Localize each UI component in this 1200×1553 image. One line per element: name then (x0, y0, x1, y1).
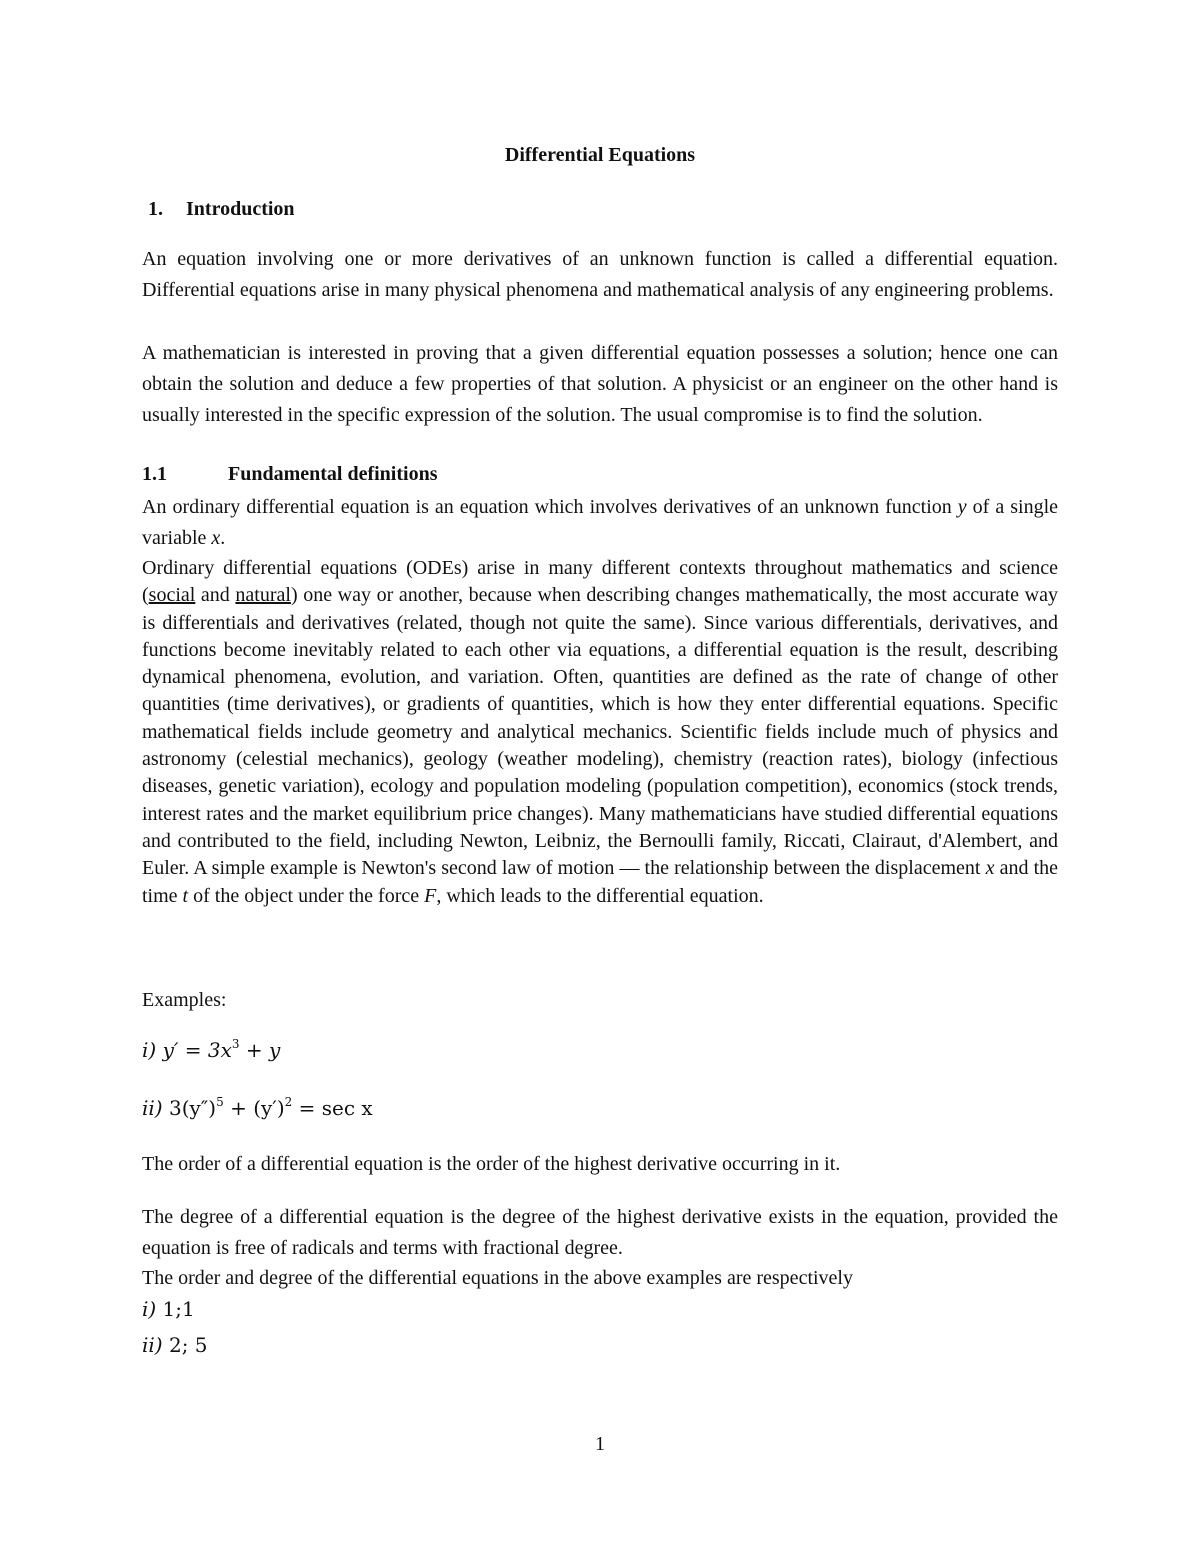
link-social[interactable]: social (148, 584, 196, 607)
ode-text: and (195, 584, 236, 607)
ode-text: , which leads to the differential equation. (436, 884, 764, 907)
summary-line: The order and degree of the differential equations in the above examples are respectively (142, 1267, 853, 1289)
document-title: Differential Equations (504, 144, 696, 166)
definition-paragraph (142, 492, 1058, 554)
variable-x: x (985, 857, 995, 880)
exponent: 2 (284, 1095, 293, 1109)
examples-label: Examples: (142, 989, 227, 1011)
link-natural[interactable]: natural (235, 584, 291, 607)
intro-paragraph-2: A mathematician is interested in proving that a given differential equation possesses a solution; hence one can obtain the solution and deduce a few properties of that solution. A physicist or an engineer on the other hand is usually interested in the specific expression of the solution. The usual compromise is to find the solution. (142, 342, 1058, 426)
answer-value: 1;1 (156, 1297, 195, 1321)
ode-text: Ordinary differential equations (ODEs) arise in many different contexts throughout mathematics and science ( (142, 557, 1058, 607)
equation-part: + (y′) (223, 1096, 285, 1120)
page-number: 1 (595, 1433, 605, 1455)
definition-text: of a single variable (142, 496, 1059, 549)
intro-paragraph-1: An equation involving one or more derivatives of an unknown function is called a differential equation. Differential equations arise in many physical phenomena and mathematical analysis of any engineering problems. (142, 248, 1058, 301)
exponent: 5 (216, 1095, 224, 1109)
answer-1 (142, 1296, 1058, 1323)
section-title: Fundamental definitions (228, 463, 438, 485)
equation-part: = sec x (292, 1096, 373, 1120)
example-equation-2 (142, 1095, 1058, 1122)
variable-y: y (957, 496, 967, 518)
definition-text: An ordinary differential equation is an equation which involves derivatives of an unknown function (142, 496, 958, 518)
section-heading-fundamental-definitions (142, 461, 1058, 487)
answer-value: 2; 5 (162, 1333, 208, 1357)
equation-part: 3(y″) (168, 1096, 217, 1120)
ode-text: ) one way or another, because when describing changes mathematically, the most accurate way is differentials and derivatives (related, though not quite the same). Since various differentials, derivatives, and functions become inevitably related to each other via equations, a differential equation is the result, describing dynamical phenomena, evolution, and variation. Often, quantities are defined as the rate of change of other quantities (time derivatives), or gradients of quantities, which is how they enter differential equations. Specific mathematical fields include geometry and analytical mechanics. Scientific fields include much of physics and astronomy (celestial mechanics), geology (weather modeling), chemistry (reaction rates), biology (infectious diseases, genetic variation), ecology and population modeling (population competition), economics (stock trends, interest rates and the market equilibrium price changes). Many mathematicians have studied differential equations and contributed to the field, including Newton, Leibniz, the Bernoulli family, Riccati, Clairaut, d'Alembert, and Euler. A simple example is Newton's second law of motion — the relationship between the displacement (142, 584, 1058, 880)
example-label: ii) (142, 1096, 163, 1120)
answer-2 (142, 1332, 1058, 1359)
answer-label: i) (142, 1297, 157, 1321)
variable-f: F (424, 884, 437, 907)
section-number: 1.1 (142, 463, 167, 485)
ode-text: and the time (142, 857, 1059, 907)
definition-text: . (220, 527, 226, 549)
section-heading-introduction (142, 196, 1058, 222)
degree-definition: The degree of a differential equation is the degree of the highest derivative exists in the equation, provided the equation is free of radicals and terms with fractional degree. (142, 1206, 1058, 1259)
answer-label: ii) (142, 1333, 163, 1357)
equation-part: y′ = 3x (162, 1038, 232, 1062)
example-equation-1 (142, 1037, 1058, 1064)
variable-x: x (211, 527, 221, 549)
exponent: 3 (231, 1037, 240, 1051)
ode-text: of the object under the force (188, 884, 425, 907)
variable-t: t (182, 884, 189, 907)
section-title: Introduction (186, 198, 295, 220)
order-definition: The order of a differential equation is the order of the highest derivative occurring in it. (142, 1153, 841, 1175)
ode-paragraph (142, 555, 1058, 910)
section-number: 1. (148, 198, 163, 220)
example-label: i) (142, 1038, 157, 1062)
equation-part: + y (239, 1038, 281, 1062)
